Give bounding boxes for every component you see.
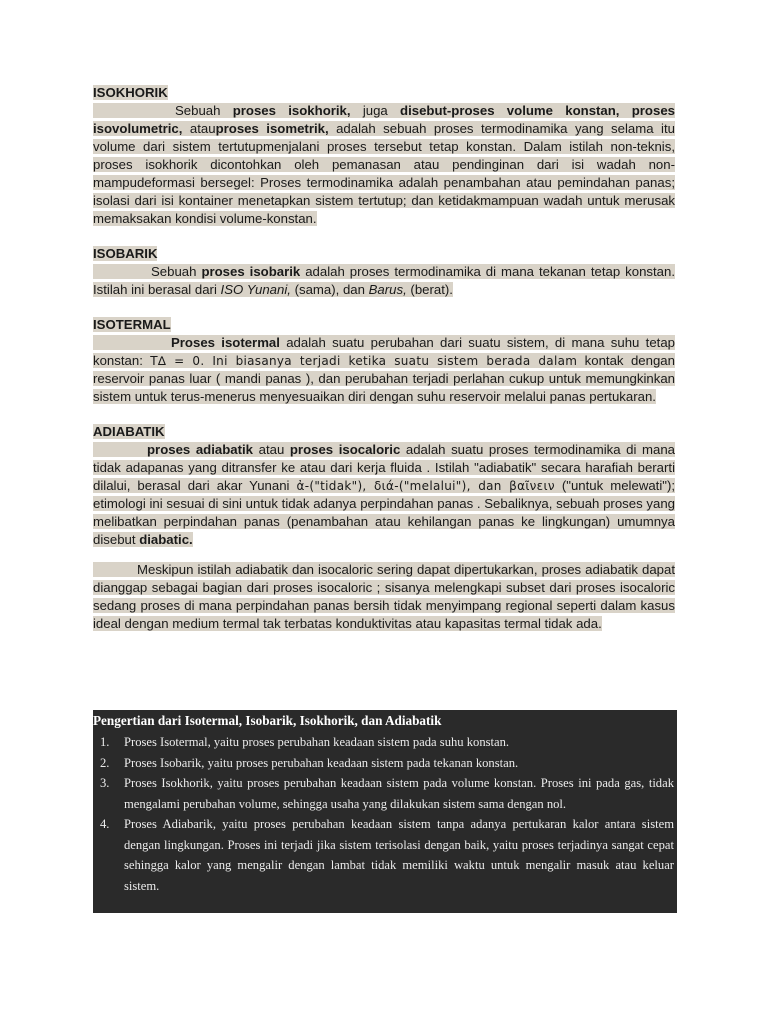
heading-isobarik: ISOBARIK: [93, 246, 158, 261]
paragraph-note: Meskipun istilah adiabatik dan isocaloric sering dapat dipertukarkan, proses adiabatik dapat dianggap sebagai bagian dari proses isocaloric ; sisanya melengkapi subset dari proses isocaloric sedang proses di mana perpindahan panas bersih tidak menyimpang regional seperti dalam kasus ideal dengan medium termal tak terbatas konduktivitas atau kapasitas termal tidak ada.: [93, 562, 675, 631]
list-item: 3. Proses Isokhorik, yaitu proses perubahan keadaan sistem pada volume konstan. Proses ini pada gas, tidak mengalami perubahan volume, sehingga usaha yang dilakukan sistem sama dengan nol.: [100, 776, 674, 811]
section-isokhorik: [93, 84, 675, 228]
section-isotermal: [93, 316, 675, 406]
list-item: 1. Proses Isotermal, yaitu proses perubahan keadaan sistem pada suhu konstan.: [100, 735, 510, 749]
heading-isotermal: ISOTERMAL: [93, 317, 171, 332]
heading-adiabatik: ADIABATIK: [93, 424, 165, 439]
paragraph-isobarik: Sebuah proses isobarik adalah proses termodinamika di mana tekanan tetap konstan. Istilah ini berasal dari ISO Yunani, (sama), dan Barus, (berat).: [93, 264, 676, 297]
definition-box-title: Pengertian dari Isotermal, Isobarik, Isokhorik, dan Adiabatik: [93, 713, 442, 728]
section-isobarik: [93, 245, 675, 299]
paragraph-isokhorik: Sebuah proses isokhorik, juga disebut-proses volume konstan, proses isovolumetric, atauproses isometrik, adalah sebuah proses termodinamika yang selama itu volume dari sistem tertutupmenjalani proses tersebut tetap konstan. Dalam istilah non-teknis, proses isokhorik dicontohkan oleh pemanasan atau pendinginan dari isi wadah non-mampudeformasi bersegel: Proses termodinamika adalah penambahan atau pemindahan panas; isolasi dari isi kontainer menetapkan sistem tertutup; dan ketidakmampuan wadah untuk merusak memaksakan kondisi volume-konstan.: [93, 103, 675, 226]
list-item: 4. Proses Adiabarik, yaitu proses perubahan keadaan sistem tanpa adanya pertukaran kalor antara sistem dengan lingkungan. Proses ini terjadi jika sistem terisolasi dengan baik, yaitu proses terjadinya sangat cepat sehingga kalor yang mengalir dengan lambat tidak memiliki waktu untuk mengalir masuk atau keluar sistem.: [100, 817, 674, 893]
document-body: [93, 84, 675, 633]
section-adiabatik: [93, 423, 675, 549]
heading-isokhorik: ISOKHORIK: [93, 85, 168, 100]
list-item: 2. Proses Isobarik, yaitu proses perubahan keadaan sistem pada tekanan konstan.: [100, 755, 519, 770]
definition-list: [100, 732, 674, 896]
paragraph-isotermal: Proses isotermal adalah suatu perubahan dari suatu sistem, di mana suhu tetap konstan: T∆ = 0. Ini biasanya terjadi ketika suatu sistem berada dalam kontak dengan reservoir panas luar ( mandi panas ), dan perubahan terjadi perlahan cukup untuk memungkinkan sistem untuk terus-menerus menyesuaikan diri dengan suhu reservoir melalui panas pertukaran.: [93, 335, 675, 404]
paragraph-adiabatik: proses adiabatik atau proses isocaloric adalah suatu proses termodinamika di mana tidak adapanas yang ditransfer ke atau dari kerja fluida . Istilah "adiabatik" secara harafiah berarti dilalui, berasal dari akar Yunani ἀ-("tidak"), διά-("melalui"), dan βαῖνειν ("untuk melewati"); etimologi ini sesuai di sini untuk tidak adanya perpindahan panas . Sebaliknya, sebuah proses yang melibatkan perpindahan panas (penambahan atau kehilangan panas ke lingkungan) umumnya disebut diabatic.: [93, 442, 676, 547]
